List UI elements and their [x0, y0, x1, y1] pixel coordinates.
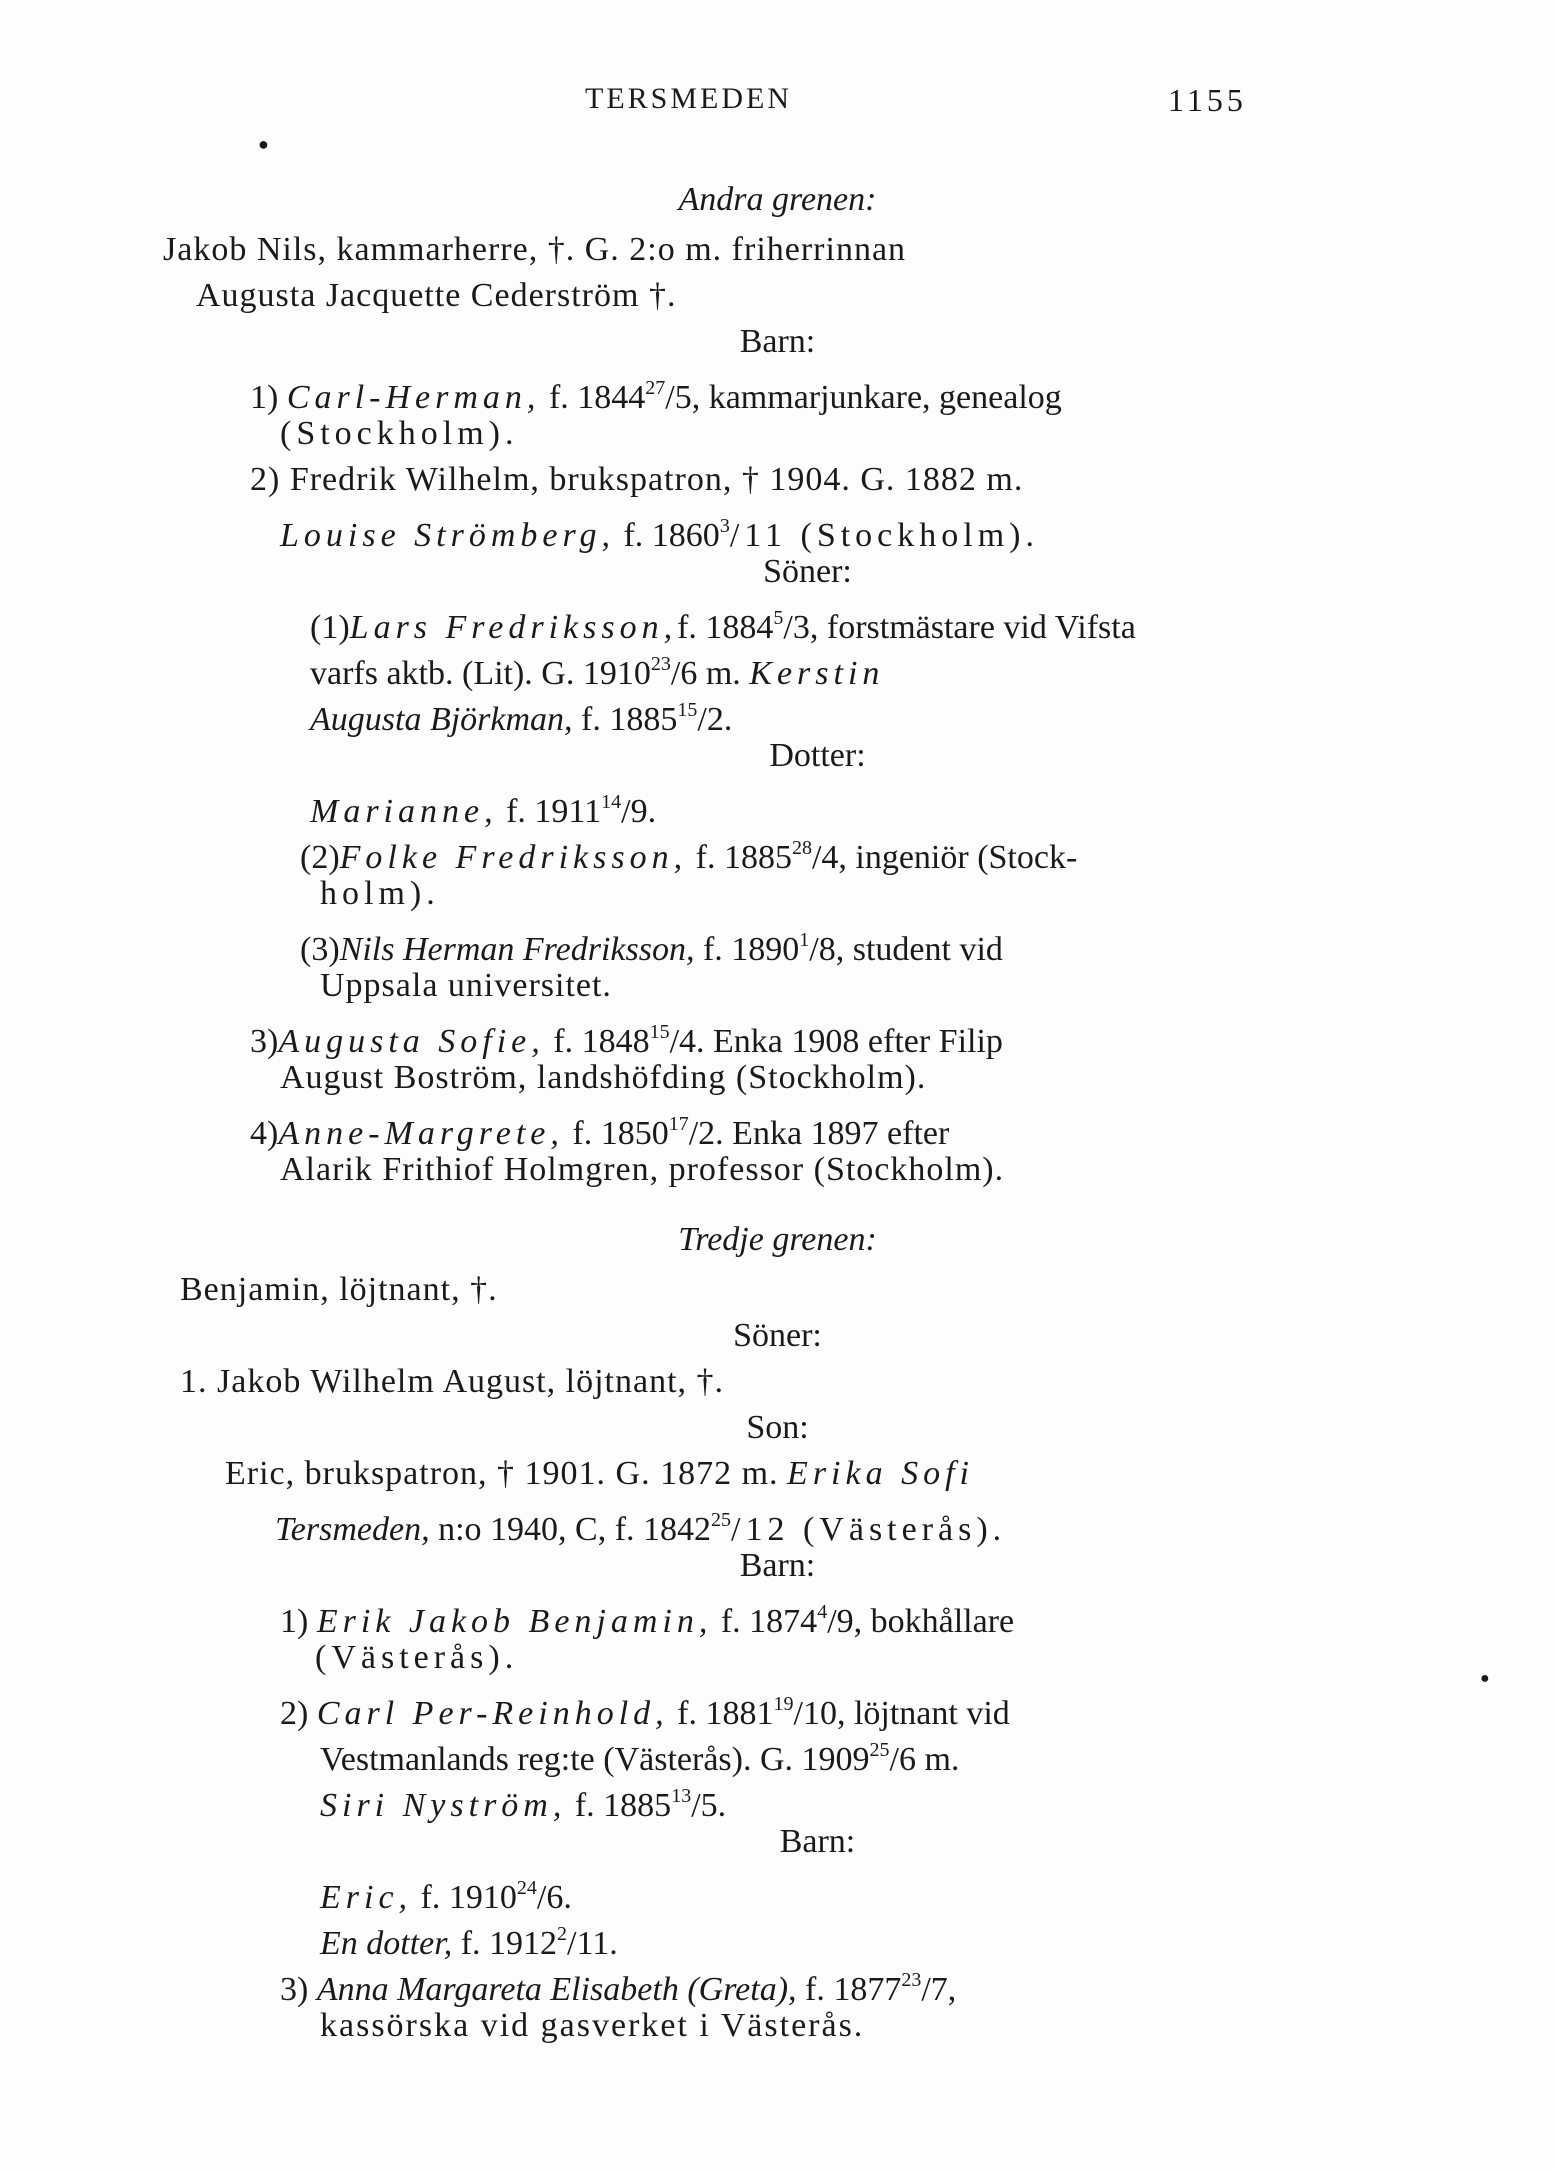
- text: /5.: [691, 1787, 727, 1824]
- text: /12 (Västerås).: [731, 1511, 1007, 1548]
- date-sup: 1: [799, 929, 810, 951]
- entry-anna-margareta: [280, 1960, 956, 2010]
- text-line: Jakob Nils, kammarherre, †. G. 2:o m. friherrinnan: [163, 231, 907, 268]
- text: Eric, brukspatron, † 1901. G. 1872 m.: [225, 1455, 779, 1492]
- text-line: (Stockholm).: [280, 415, 519, 452]
- date-sup: 5: [773, 607, 784, 629]
- margin-dot: ●: [1480, 1670, 1490, 1687]
- entry-anne-margrete: [250, 1104, 949, 1154]
- date-sup: 24: [516, 1877, 537, 1899]
- text: /10, löjtnant vid: [793, 1695, 1010, 1732]
- date-sup: 25: [869, 1739, 890, 1761]
- text-line: August Boström, landshöfding (Stockholm).: [280, 1059, 927, 1096]
- text: f. 1844: [548, 379, 646, 416]
- text: /6 m.: [670, 655, 741, 692]
- text: f. 1911: [506, 793, 602, 830]
- text: f. 1885: [574, 1787, 672, 1824]
- text: varfs aktb. (Lit). G. 1910: [310, 655, 651, 692]
- person-name: En dotter,: [320, 1925, 453, 1962]
- section-heading-tredje: Tredje grenen:: [678, 1221, 877, 1258]
- entry-number: 1): [280, 1603, 309, 1640]
- text: f. 1890: [702, 931, 800, 968]
- entry-number: 3): [250, 1023, 279, 1060]
- text: /11 (Stockholm).: [729, 517, 1039, 554]
- text: f. 1850: [572, 1115, 669, 1152]
- text-line: Alarik Frithiof Holmgren, professor (Stockholm).: [280, 1151, 1005, 1188]
- subheading-soner: Söner:: [763, 553, 852, 590]
- person-name: Lars Fredriksson,: [349, 609, 678, 646]
- text: /5, kammarjunkare, genealog: [665, 379, 1062, 416]
- date-sup: 25: [711, 1509, 732, 1531]
- subheading-barn: Barn:: [739, 323, 816, 360]
- text: /2.: [697, 701, 733, 738]
- person-name: Carl-Herman,: [286, 379, 541, 416]
- entry-number: 1): [250, 379, 279, 416]
- text: /2. Enka 1897 efter: [688, 1115, 950, 1152]
- date-sup: 15: [677, 699, 698, 721]
- date-sup: 3: [719, 515, 730, 537]
- entry-number: 3): [280, 1971, 309, 2008]
- text: f. 1912: [460, 1925, 558, 1962]
- running-title: TERSMEDEN: [585, 82, 792, 115]
- text: f. 1874: [720, 1603, 818, 1640]
- entry-augusta-sofie: [250, 1012, 1003, 1062]
- person-name: Erik Jakob Benjamin,: [316, 1603, 713, 1640]
- entry-fredrik-wilhelm: 2) Fredrik Wilhelm, brukspatron, † 1904. G. 1882 m.: [250, 461, 1024, 498]
- entry-number: 2): [280, 1695, 309, 1732]
- text: /4, ingeniör (Stock-: [811, 839, 1078, 876]
- person-name: Carl Per-Reinhold,: [316, 1695, 669, 1732]
- person-name: Anna Margareta Elisabeth (Greta),: [316, 1971, 797, 2008]
- date-sup: 27: [645, 377, 666, 399]
- text: /7,: [921, 1971, 957, 2008]
- text: /9.: [621, 793, 657, 830]
- text: f. 1848: [553, 1023, 650, 1060]
- text: f. 1884: [677, 609, 774, 646]
- person-name: Augusta Björkman,: [310, 701, 573, 738]
- text: /9, bokhållare: [827, 1603, 1015, 1640]
- section-heading-andra: Andra grenen:: [678, 181, 877, 218]
- entry-eric: [225, 1454, 974, 1494]
- text: f. 1885: [581, 701, 678, 738]
- person-name: Tersmeden,: [275, 1511, 430, 1548]
- subheading-barn: Barn:: [779, 1823, 856, 1860]
- bullet-mark: ●: [258, 134, 269, 154]
- text: /6 m.: [889, 1741, 960, 1778]
- text-line: Uppsala universitet.: [320, 967, 612, 1004]
- text: /8, student vid: [809, 931, 1003, 968]
- date-sup: 13: [671, 1785, 692, 1807]
- text: f. 1860: [623, 517, 720, 554]
- date-sup: 2: [557, 1923, 568, 1945]
- entry-marianne: [310, 782, 656, 832]
- entry-number: 4): [250, 1115, 279, 1152]
- subheading-dotter: Dotter:: [769, 737, 866, 774]
- entry-en-dotter: [320, 1914, 618, 1964]
- text-line: holm).: [320, 875, 440, 912]
- entry-carl-per-reinhold: [280, 1684, 1010, 1734]
- text: /4. Enka 1908 efter Filip: [669, 1023, 1003, 1060]
- date-sup: 17: [668, 1113, 689, 1135]
- text-line: [280, 506, 1039, 556]
- date-sup: 19: [773, 1693, 794, 1715]
- person-name: Erika Sofi: [787, 1455, 974, 1492]
- date-sup: 28: [791, 837, 812, 859]
- person-name: Kerstin: [749, 655, 885, 692]
- person-name: Anne-Margrete,: [278, 1115, 564, 1152]
- person-name: Folke Fredriksson,: [339, 839, 688, 876]
- text-line: kassörska vid gasverket i Västerås.: [320, 2007, 865, 2044]
- text-line: (Västerås).: [315, 1639, 519, 1676]
- text-line: Benjamin, löjtnant, †.: [180, 1271, 498, 1308]
- text-line: [310, 644, 884, 694]
- text: /6.: [536, 1879, 572, 1916]
- person-name: Marianne,: [310, 793, 498, 830]
- entry-eric-jr: [320, 1868, 572, 1918]
- entry-erik-jakob: [280, 1592, 1014, 1642]
- text: f. 1885: [695, 839, 792, 876]
- entry-number: (3): [300, 931, 340, 968]
- entry-jakob-wilhelm: 1. Jakob Wilhelm August, löjtnant, †.: [180, 1363, 725, 1400]
- person-name: Siri Nyström,: [320, 1787, 567, 1824]
- text-line: [310, 690, 732, 740]
- text: n:o 1940, C, f. 1842: [438, 1511, 712, 1548]
- date-sup: 4: [817, 1601, 828, 1623]
- text: f. 1910: [420, 1879, 517, 1916]
- entry-nils-herman: [300, 920, 1003, 970]
- entry-lars: [310, 598, 1136, 648]
- subheading-soner: Söner:: [733, 1317, 822, 1354]
- subheading-son: Son:: [746, 1409, 809, 1446]
- entry-carl-herman: [250, 368, 1062, 418]
- entry-number: (2): [300, 839, 340, 876]
- text: Vestmanlands reg:te (Västerås). G. 1909: [320, 1741, 870, 1778]
- date-sup: 23: [650, 653, 671, 675]
- person-name: Louise Strömberg,: [280, 517, 615, 554]
- text: f. 1881: [677, 1695, 774, 1732]
- text-line: [320, 1730, 959, 1780]
- page-number: 1155: [1168, 82, 1247, 118]
- person-name: Augusta Sofie,: [278, 1023, 545, 1060]
- text: /3, forstmästare vid Vifsta: [783, 609, 1136, 646]
- subheading-barn: Barn:: [739, 1547, 816, 1584]
- date-sup: 15: [649, 1021, 670, 1043]
- person-name: Eric,: [320, 1879, 413, 1916]
- date-sup: 14: [601, 791, 622, 813]
- entry-folke: [300, 828, 1077, 878]
- entry-number: (1): [310, 609, 350, 646]
- text: f. 1877: [805, 1971, 902, 2008]
- text: /11.: [567, 1925, 618, 1962]
- page-header: [0, 82, 1555, 154]
- text-line: [320, 1776, 726, 1826]
- text-line: [275, 1500, 1006, 1550]
- date-sup: 23: [901, 1969, 922, 1991]
- person-name: Nils Herman Fredriksson,: [339, 931, 695, 968]
- text-line: Augusta Jacquette Cederström †.: [196, 277, 677, 314]
